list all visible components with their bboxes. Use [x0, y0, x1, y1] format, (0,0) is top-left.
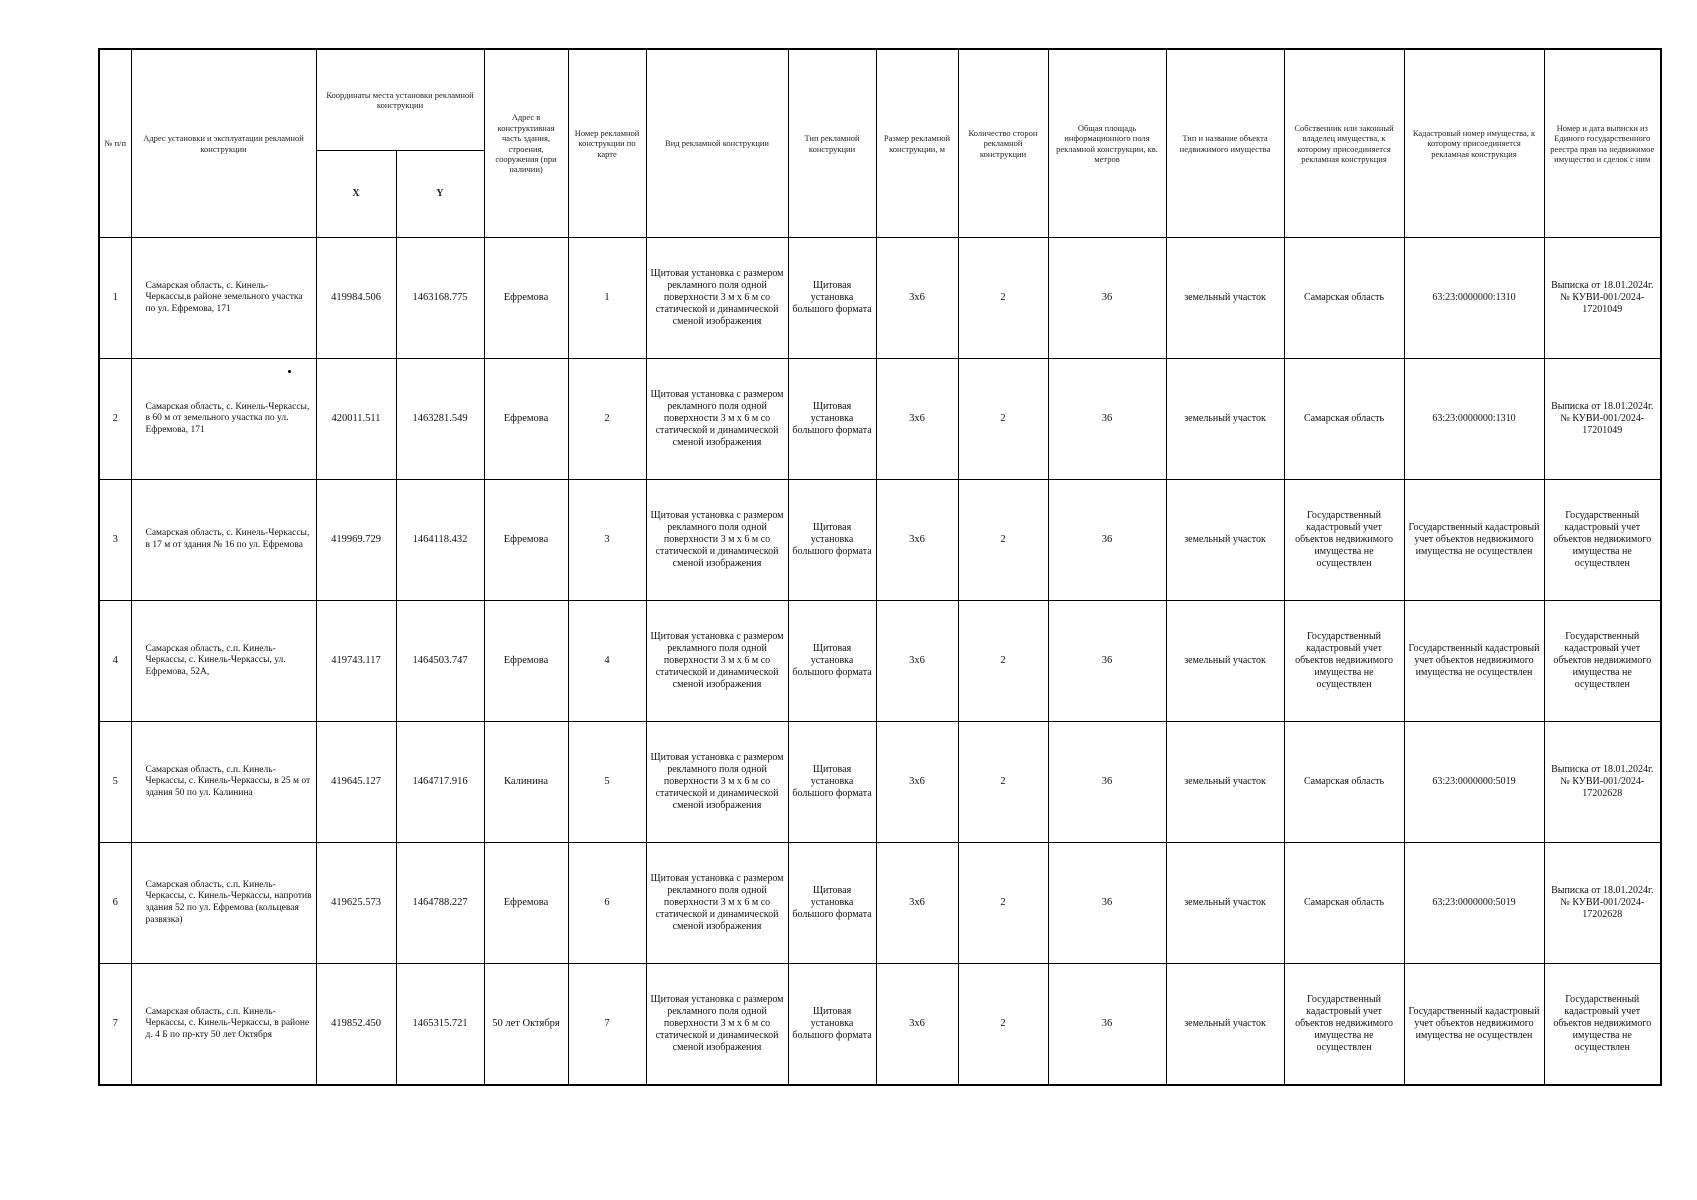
cell-owner: Государственный кадастровый учет объектов недвижимого имущества не осуществлен: [1284, 964, 1404, 1086]
cell-owner: Государственный кадастровый учет объектов недвижимого имущества не осуществлен: [1284, 601, 1404, 722]
cell-x: 420011.511: [316, 359, 396, 480]
cell-sides: 2: [958, 964, 1048, 1086]
cell-cadastral: 63:23:0000000:1310: [1404, 238, 1544, 359]
cell-type: Щитовая установка большого формата: [788, 722, 876, 843]
col-header-kind: Вид рекламной конструкции: [646, 49, 788, 238]
cell-extract: Выписка от 18.01.2024г. № КУВИ-001/2024-17202628: [1544, 722, 1661, 843]
cell-num: 1: [99, 238, 131, 359]
col-header-address: Адрес установки и эксплуатации рекламной конструкции: [131, 49, 316, 238]
cell-size: 3х6: [876, 238, 958, 359]
cell-cadastral: Государственный кадастровый учет объектов недвижимого имущества не осуществлен: [1404, 964, 1544, 1086]
cell-map-number: 1: [568, 238, 646, 359]
cell-size: 3х6: [876, 601, 958, 722]
col-header-num: № п/п: [99, 49, 131, 238]
col-header-x: X: [316, 151, 396, 238]
cell-kind: Щитовая установка с размером рекламного поля одной поверхности 3 м х 6 м со статической и динамической сменой изображения: [646, 601, 788, 722]
cell-kind: Щитовая установка с размером рекламного поля одной поверхности 3 м х 6 м со статической и динамической сменой изображения: [646, 480, 788, 601]
cell-type: Щитовая установка большого формата: [788, 359, 876, 480]
cell-object: земельный участок: [1166, 480, 1284, 601]
cell-address: Самарская область, с. Кинель-Черкассы,в районе земельного участка по ул. Ефремова, 171: [131, 238, 316, 359]
cell-extract: Государственный кадастровый учет объектов недвижимого имущества не осуществлен: [1544, 480, 1661, 601]
cell-area: 36: [1048, 238, 1166, 359]
col-header-building-address: Адрес в конструктивная часть здания, строения, сооружения (при наличии): [484, 49, 568, 238]
cell-address: Самарская область, с. Кинель-Черкассы, в 17 м от здания № 16 по ул. Ефремова: [131, 480, 316, 601]
cell-object: земельный участок: [1166, 843, 1284, 964]
cell-area: 36: [1048, 359, 1166, 480]
cell-extract: Выписка от 18.01.2024г. № КУВИ-001/2024-17202628: [1544, 843, 1661, 964]
cell-building: Ефремова: [484, 238, 568, 359]
col-header-y: Y: [396, 151, 484, 238]
cell-extract: Выписка от 18.01.2024г. № КУВИ-001/2024-17201049: [1544, 238, 1661, 359]
cell-y: 1464503.747: [396, 601, 484, 722]
cell-building: Ефремова: [484, 480, 568, 601]
cell-cadastral: 63:23:0000000:1310: [1404, 359, 1544, 480]
col-header-coords: Координаты места установки рекламной конструкции: [316, 49, 484, 151]
cell-map-number: 2: [568, 359, 646, 480]
col-header-sides: Количество сторон рекламной конструкции: [958, 49, 1048, 238]
cell-object: земельный участок: [1166, 601, 1284, 722]
cell-num: 6: [99, 843, 131, 964]
cell-x: 419645.127: [316, 722, 396, 843]
cell-sides: 2: [958, 480, 1048, 601]
col-header-size: Размер рекламной конструкции, м: [876, 49, 958, 238]
table-row: [99, 722, 1661, 843]
cell-object: земельный участок: [1166, 722, 1284, 843]
col-header-owner: Собственник или законный владелец имущества, к которому присоединяется рекламная конструкция: [1284, 49, 1404, 238]
cell-building: Ефремова: [484, 601, 568, 722]
cell-map-number: 7: [568, 964, 646, 1086]
cell-map-number: 6: [568, 843, 646, 964]
cell-sides: 2: [958, 843, 1048, 964]
cell-sides: 2: [958, 238, 1048, 359]
col-header-object: Тип и название объекта недвижимого имущества: [1166, 49, 1284, 238]
cell-cadastral: 63:23:0000000:5019: [1404, 843, 1544, 964]
col-header-type: Тип рекламной конструкции: [788, 49, 876, 238]
cell-num: 5: [99, 722, 131, 843]
cell-sides: 2: [958, 722, 1048, 843]
cell-num: 4: [99, 601, 131, 722]
cell-sides: 2: [958, 359, 1048, 480]
cell-type: Щитовая установка большого формата: [788, 601, 876, 722]
cell-area: 36: [1048, 964, 1166, 1086]
cell-kind: Щитовая установка с размером рекламного поля одной поверхности 3 м х 6 м со статической и динамической сменой изображения: [646, 843, 788, 964]
cell-cadastral: 63:23:0000000:5019: [1404, 722, 1544, 843]
cell-extract: Выписка от 18.01.2024г. № КУВИ-001/2024-17201049: [1544, 359, 1661, 480]
cell-x: 419969.729: [316, 480, 396, 601]
table-row: [99, 843, 1661, 964]
cell-sides: 2: [958, 601, 1048, 722]
cell-building: Ефремова: [484, 843, 568, 964]
cell-size: 3х6: [876, 843, 958, 964]
cell-object: земельный участок: [1166, 238, 1284, 359]
table-row: [99, 480, 1661, 601]
cell-map-number: 5: [568, 722, 646, 843]
cell-building: 50 лет Октября: [484, 964, 568, 1086]
cell-extract: Государственный кадастровый учет объектов недвижимого имущества не осуществлен: [1544, 601, 1661, 722]
table-row: [99, 359, 1661, 480]
cell-object: земельный участок: [1166, 359, 1284, 480]
cell-object: земельный участок: [1166, 964, 1284, 1086]
cell-address: Самарская область, с. Кинель-Черкассы, в 60 м от земельного участка по ул. Ефремова, 171: [131, 359, 316, 480]
cell-owner: Самарская область: [1284, 238, 1404, 359]
cell-area: 36: [1048, 601, 1166, 722]
cell-y: 1465315.721: [396, 964, 484, 1086]
col-header-cadastral: Кадастровый номер имущества, к которому присоединяется рекламная конструкция: [1404, 49, 1544, 238]
cell-kind: Щитовая установка с размером рекламного поля одной поверхности 3 м х 6 м со статической и динамической сменой изображения: [646, 722, 788, 843]
cell-owner: Самарская область: [1284, 722, 1404, 843]
header-row: [99, 49, 1661, 151]
cell-x: 419625.573: [316, 843, 396, 964]
cell-num: 3: [99, 480, 131, 601]
cell-size: 3х6: [876, 722, 958, 843]
table-row: [99, 238, 1661, 359]
cell-y: 1464788.227: [396, 843, 484, 964]
cell-type: Щитовая установка большого формата: [788, 238, 876, 359]
cell-cadastral: Государственный кадастровый учет объектов недвижимого имущества не осуществлен: [1404, 601, 1544, 722]
col-header-area: Общая площадь информационного поля рекламной конструкции, кв. метров: [1048, 49, 1166, 238]
cell-building: Калинина: [484, 722, 568, 843]
table-row: [99, 964, 1661, 1086]
cell-extract: Государственный кадастровый учет объектов недвижимого имущества не осуществлен: [1544, 964, 1661, 1086]
cell-address: Самарская область, с.п. Кинель-Черкассы, с. Кинель-Черкассы, в 25 м от здания 50 по ул. Калинина: [131, 722, 316, 843]
cell-address: Самарская область, с.п. Кинель-Черкассы, с. Кинель-Черкассы, в районе д. 4 Б по пр-кту 50 лет Октября: [131, 964, 316, 1086]
cell-y: 1463281.549: [396, 359, 484, 480]
cell-y: 1464717.916: [396, 722, 484, 843]
cell-area: 36: [1048, 843, 1166, 964]
cell-building: Ефремова: [484, 359, 568, 480]
cell-size: 3х6: [876, 480, 958, 601]
col-header-map-number: Номер рекламной конструкции по карте: [568, 49, 646, 238]
ad-structures-table: [98, 48, 1662, 1086]
cell-num: 2: [99, 359, 131, 480]
cell-type: Щитовая установка большого формата: [788, 843, 876, 964]
cell-num: 7: [99, 964, 131, 1086]
cell-area: 36: [1048, 722, 1166, 843]
cell-y: 1463168.775: [396, 238, 484, 359]
scan-speck: [288, 370, 291, 373]
cell-owner: Самарская область: [1284, 843, 1404, 964]
cell-owner: Государственный кадастровый учет объектов недвижимого имущества не осуществлен: [1284, 480, 1404, 601]
table-body: [99, 238, 1661, 1086]
cell-address: Самарская область, с.п. Кинель-Черкассы, с. Кинель-Черкассы, напротив здания 52 по ул. Ефремова (кольцевая развязка): [131, 843, 316, 964]
cell-kind: Щитовая установка с размером рекламного поля одной поверхности 3 м х 6 м со статической и динамической сменой изображения: [646, 359, 788, 480]
cell-map-number: 4: [568, 601, 646, 722]
cell-cadastral: Государственный кадастровый учет объектов недвижимого имущества не осуществлен: [1404, 480, 1544, 601]
cell-map-number: 3: [568, 480, 646, 601]
cell-size: 3х6: [876, 964, 958, 1086]
cell-size: 3х6: [876, 359, 958, 480]
cell-type: Щитовая установка большого формата: [788, 964, 876, 1086]
cell-x: 419743.117: [316, 601, 396, 722]
cell-owner: Самарская область: [1284, 359, 1404, 480]
cell-address: Самарская область, с.п. Кинель-Черкассы, с. Кинель-Черкассы, ул. Ефремова, 52А,: [131, 601, 316, 722]
cell-type: Щитовая установка большого формата: [788, 480, 876, 601]
document-sheet: [98, 48, 1662, 1086]
cell-area: 36: [1048, 480, 1166, 601]
col-header-extract: Номер и дата выписки из Единого государственного реестра прав на недвижимое имущество и сделок с ним: [1544, 49, 1661, 238]
cell-kind: Щитовая установка с размером рекламного поля одной поверхности 3 м х 6 м со статической и динамической сменой изображения: [646, 964, 788, 1086]
table-row: [99, 601, 1661, 722]
cell-x: 419984.506: [316, 238, 396, 359]
cell-y: 1464118.432: [396, 480, 484, 601]
cell-x: 419852.450: [316, 964, 396, 1086]
cell-kind: Щитовая установка с размером рекламного поля одной поверхности 3 м х 6 м со статической и динамической сменой изображения: [646, 238, 788, 359]
